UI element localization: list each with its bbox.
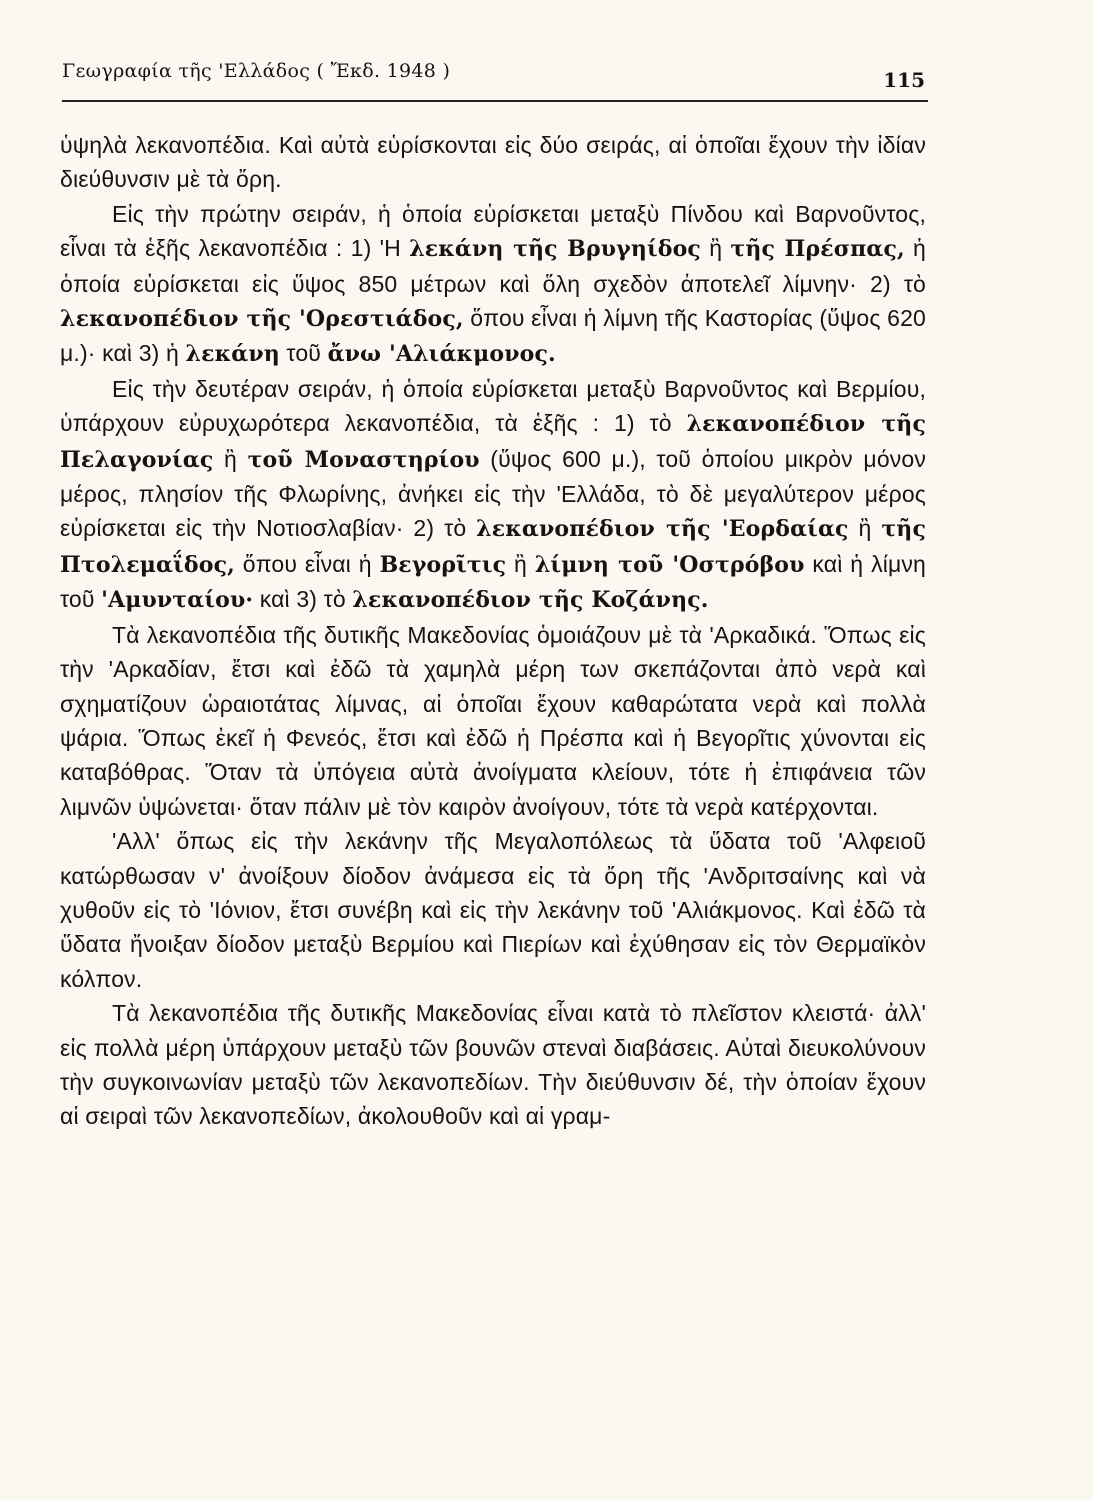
text-run: καὶ 3) τὸ (253, 586, 353, 613)
page-number: 115 (883, 68, 925, 92)
text-run: ἢ (700, 235, 731, 262)
running-header (62, 60, 927, 96)
body-text (60, 128, 926, 1134)
text-run: ὅπου εἶναι ἡ (234, 550, 380, 577)
paragraph (60, 824, 926, 996)
bold-term: λεκανοπέδιον τῆς Κοζάνης. (352, 587, 709, 614)
bold-term: τῆς Πτολεμαΐδος, (60, 516, 926, 578)
text-run: ἢ (213, 445, 248, 472)
text-run: Τὰ λεκανοπέδια τῆς δυτικῆς Μακεδονίας ὁμοιάζουν μὲ τὰ 'Αρκαδικά. Ὅπως εἰς τὴν 'Αρκαδίαν, ἔτσι καὶ ἐδῶ τὰ χαμηλὰ μέρη των σκεπάζονται ἀπὸ νερὰ καὶ σχηματίζουν ὡραιοτάτας λίμνας, αἱ ὁποῖαι ἔχουν καθαρώτατα νερὰ καὶ πολλὰ ψάρια. Ὅπως ἐκεῖ ἡ Φενεός, ἔτσι καὶ ἐδῶ ἡ Πρέσπα καὶ ἡ Βεγορῖτις χύνονται εἰς καταβόθρας. Ὅταν τὰ ὑπόγεια αὐτὰ ἀνοίγματα κλείουν, τότε ἡ ἐπιφάνεια τῶν λιμνῶν ὑψώνεται· ὅταν πάλιν μὲ τὸν καιρὸν ἀνοίγουν, τότε τὰ νερὰ κατέρχονται. (60, 621, 926, 820)
text-run: ἢ (848, 515, 882, 542)
bold-term: τοῦ Μοναστηρίου (247, 446, 480, 473)
paragraph (60, 618, 926, 824)
paragraph (60, 996, 926, 1134)
bold-term: λεκανοπέδιον τῆς 'Ορεστιάδος, (60, 306, 464, 333)
bold-term: λεκανοπέδιον τῆς Πελαγονίας (60, 411, 926, 473)
bold-term: λίμνη τοῦ 'Οστρόβου (534, 551, 805, 578)
bold-term: Βεγορῖτις (379, 551, 507, 578)
paragraph (60, 128, 926, 197)
bold-term: ἄνω 'Αλιάκμονος. (327, 341, 556, 368)
running-title: Γεωγραφία τῆς 'Ελλάδος ( Ἔκδ. 1948 ) (62, 60, 451, 82)
bold-term: 'Αμυνταίου· (101, 587, 254, 614)
text-run: Τὰ λεκανοπέδια τῆς δυτικῆς Μακεδονίας εἶναι κατὰ τὸ πλεῖστον κλειστά· ἀλλ' εἰς πολλὰ μέρη ὑπάρχουν μεταξὺ τῶν βουνῶν στεναὶ διαβάσεις. Αὐταὶ διευκολύνουν τὴν συγκοινωνίαν μεταξὺ τῶν λεκανοπεδίων. Τὴν διεύθυνσιν δέ, τὴν ὁποίαν ἔχουν αἱ σειραὶ τῶν λεκανοπεδίων, ἀκολουθοῦν καὶ αἱ γραμ- (60, 1000, 926, 1130)
paragraph (60, 372, 926, 618)
header-rule (62, 100, 928, 102)
bold-term: τῆς Πρέσπας, (730, 236, 905, 263)
text-run: καὶ ἡ λίμνη τοῦ (60, 550, 926, 613)
text-run: ἡ ὁποία εὑρίσκεται εἰς ὕψος 850 μέτρων καὶ ὅλη σχεδὸν ἀποτελεῖ λίμνην· 2) τὸ (60, 235, 927, 297)
text-run: Εἰς τὴν δευτέραν σειράν, ἡ ὁποία εὑρίσκεται μεταξὺ Βαρνοῦντος καὶ Βερμίου, ὑπάρχουν εὐρυχωρότερα λεκανοπέδια, τὰ ἑξῆς : 1) τὸ (60, 375, 926, 437)
bold-term: λεκάνη τῆς Βρυγηίδος (409, 236, 701, 263)
text-run: (ὕψος 600 μ.), τοῦ ὁποίου μικρὸν μόνον μέρος, πλησίον τῆς Φλωρίνης, ἀνήκει εἰς τὴν 'Ελλάδα, τὸ δὲ μεγαλύτερον μέρος εὑρίσκεται εἰς τὴν Νοτιοσλαβίαν· 2) τὸ (60, 445, 926, 542)
text-run: τοῦ (279, 340, 328, 367)
text-run: 'Αλλ' ὅπως εἰς τὴν λεκάνην τῆς Μεγαλοπόλεως τὰ ὕδατα τοῦ 'Αλφειοῦ κατώρθωσαν ν' ἀνοίξουν δίοδον ἀνάμεσα εἰς τὰ ὄρη τῆς 'Ανδριτσαίνης καὶ νὰ χυθοῦν εἰς τὸ 'Ιόνιον, ἔτσι συνέβη καὶ εἰς τὴν λεκάνην τοῦ 'Αλιάκμονος. Καὶ ἐδῶ τὰ ὕδατα ἤνοιξαν δίοδον μεταξὺ Βερμίου καὶ Πιερίων καὶ ἐχύθησαν εἰς τὸν Θερμαϊκὸν κόλπον. (60, 828, 926, 992)
bold-term: λεκανοπέδιον τῆς 'Εορδαίας (476, 516, 849, 543)
text-run: ὅπου εἶναι ἡ λίμνη τῆς Καστορίας (ὕψος 620 μ.)· καὶ 3) ἡ (60, 305, 926, 367)
text-run: ὑψηλὰ λεκανοπέδια. Καὶ αὐτὰ εὑρίσκονται εἰς δύο σειράς, αἱ ὁποῖαι ἔχουν τὴν ἰδίαν διεύθυνσιν μὲ τὰ ὄρη. (60, 132, 926, 193)
text-run: ἢ (506, 550, 535, 577)
paragraph (60, 197, 926, 372)
text-run: Εἰς τὴν πρώτην σειράν, ἡ ὁποία εὑρίσκεται μεταξὺ Πίνδου καὶ Βαρνοῦντος, εἶναι τὰ ἑξῆς λεκανοπέδια : 1) 'Η (60, 200, 926, 262)
bold-term: λεκάνη (185, 341, 280, 368)
